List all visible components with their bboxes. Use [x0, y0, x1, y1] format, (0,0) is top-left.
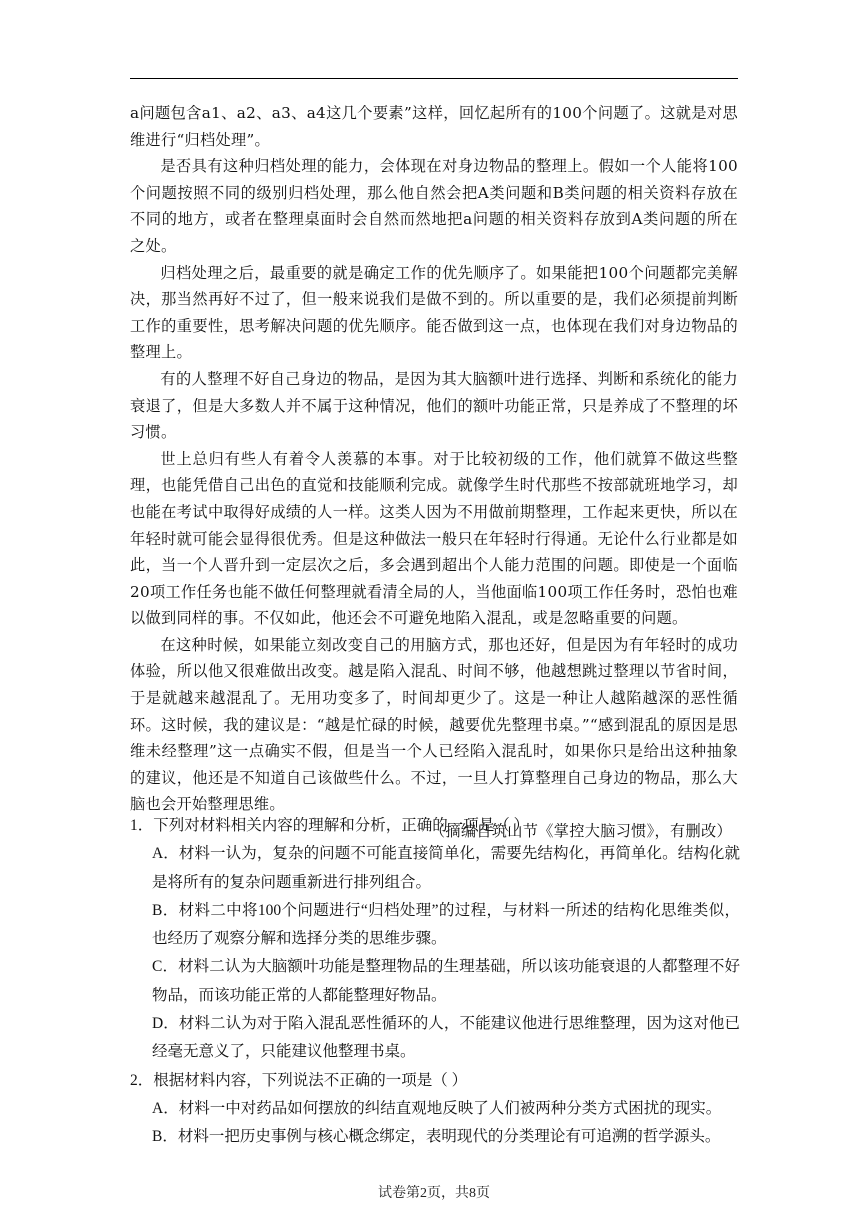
question-stem: 1．下列对材料相关内容的理解和分析，正确的一项是（ ）: [130, 817, 530, 834]
option-a: A．材料一认为，复杂的问题不可能直接简单化，需要先结构化，再简单化。结构化就是将所有的复杂问题重新进行排列组合。: [152, 845, 740, 891]
option-a: A．材料一中对药品如何摆放的纠结直观地反映了人们被两种分类方式困扰的现实。: [152, 1099, 722, 1117]
passage-paragraph: 有的人整理不好自己身边的物品，是因为其大脑额叶进行选择、判断和系统化的能力衰退了，但是大多数人并不属于这种情况，他们的额叶功能正常，只是养成了不整理的坏习惯。: [130, 369, 738, 442]
option-b: B．材料一把历史事例与核心概念绑定，表明现代的分类理论有可追溯的哲学源头。: [152, 1128, 721, 1146]
option-b: B．材料二中将100个问题进行“归档处理”的过程，与材料一所述的结构化思维类似，也经历了观察分解和选择分类的思维步骤。: [152, 901, 740, 948]
passage-paragraph: 在这种时候，如果能立刻改变自己的用脑方式，那也还好，但是因为有年轻时的成功体验，所以他又很难做出改变。越是陷入混乱、时间不够，他越想跳过整理以节省时间，于是就越来越混乱了。无用功变多了，时间却更少了。这是一种让人越陷越深的恶性循环。这时候，我的建议是：“越是忙碌的时候，越要优先整理书桌。”“感到混乱的原因是思维未经整理”这一点确实不假，但是当一个人已经陷入混乱时，如果你只是给出这种抽象的建议，他还是不知道自己该做些什么。不过，一旦人打算整理自己身边的物品，那么大脑也会开始整理思维。: [130, 635, 738, 814]
header-rule: [130, 78, 738, 79]
passage-paragraph: a问题包含a1、a2、a3、a4这几个要素”这样，回忆起所有的100个问题了。这就是对思维进行“归档处理”。: [130, 104, 738, 149]
passage-paragraph: 世上总归有些人有着令人羡慕的本事。对于比较初级的工作，他们就算不做这些整理，也能凭借自己出色的直觉和技能顺利完成。就像学生时代那些不按部就班地学习，却也能在考试中取得好成绩的人一样。这类人因为不用做前期整理，工作起来更快，所以在年轻时就可能会显得很优秀。但是这种做法一般只在年轻时行得通。无论什么行业都是如此，当一个人晋升到一定层次之后，多会遇到超出个人能力范围的问题。即使是一个面临20项工作任务也能不做任何整理就看清全局的人，当他面临100项工作任务时，恐怕也难以做到同样的事。不仅如此，他还会不可避免地陷入混乱，或是忽略重要的问题。: [130, 449, 738, 628]
question-stem: 2．根据材料内容，下列说法不正确的一项是（ ）: [130, 1071, 468, 1089]
passage-paragraph: 归档处理之后，最重要的就是确定工作的优先顺序了。如果能把100个问题都完美解决，那当然再好不过了，但一般来说我们是做不到的。所以重要的是，我们必须提前判断工作的重要性，思考解决问题的优先顺序。能否做到这一点，也体现在我们对身边物品的整理上。: [130, 263, 738, 362]
page-footer: 试卷第2页，共8页: [378, 1186, 490, 1201]
question-2: [130, 1067, 740, 1152]
question-1: [130, 812, 740, 1067]
passage-source: （摘编自筑山节《掌控大脑习惯》，有删改）: [429, 822, 732, 841]
passage-paragraph: 是否具有这种归档处理的能力，会体现在对身边物品的整理上。假如一个人能将100个问题按照不同的级别归档处理，那么他自然会把A类问题和B类问题的相关资料存放在不同的地方，或者在整理桌面时会自然而然地把a问题的相关资料存放到A类问题的所在之处。: [130, 157, 738, 255]
option-d: D．材料二认为对于陷入混乱恶性循环的人，不能建议他进行思维整理，因为这对他已经毫无意义了，只能建议他整理书桌。: [152, 1015, 740, 1061]
option-c: C．材料二认为大脑额叶功能是整理物品的生理基础，所以该功能衰退的人都整理不好物品，而该功能正常的人都能整理好物品。: [152, 958, 740, 1004]
question-list: [130, 812, 740, 1152]
reading-passage: [130, 100, 738, 845]
